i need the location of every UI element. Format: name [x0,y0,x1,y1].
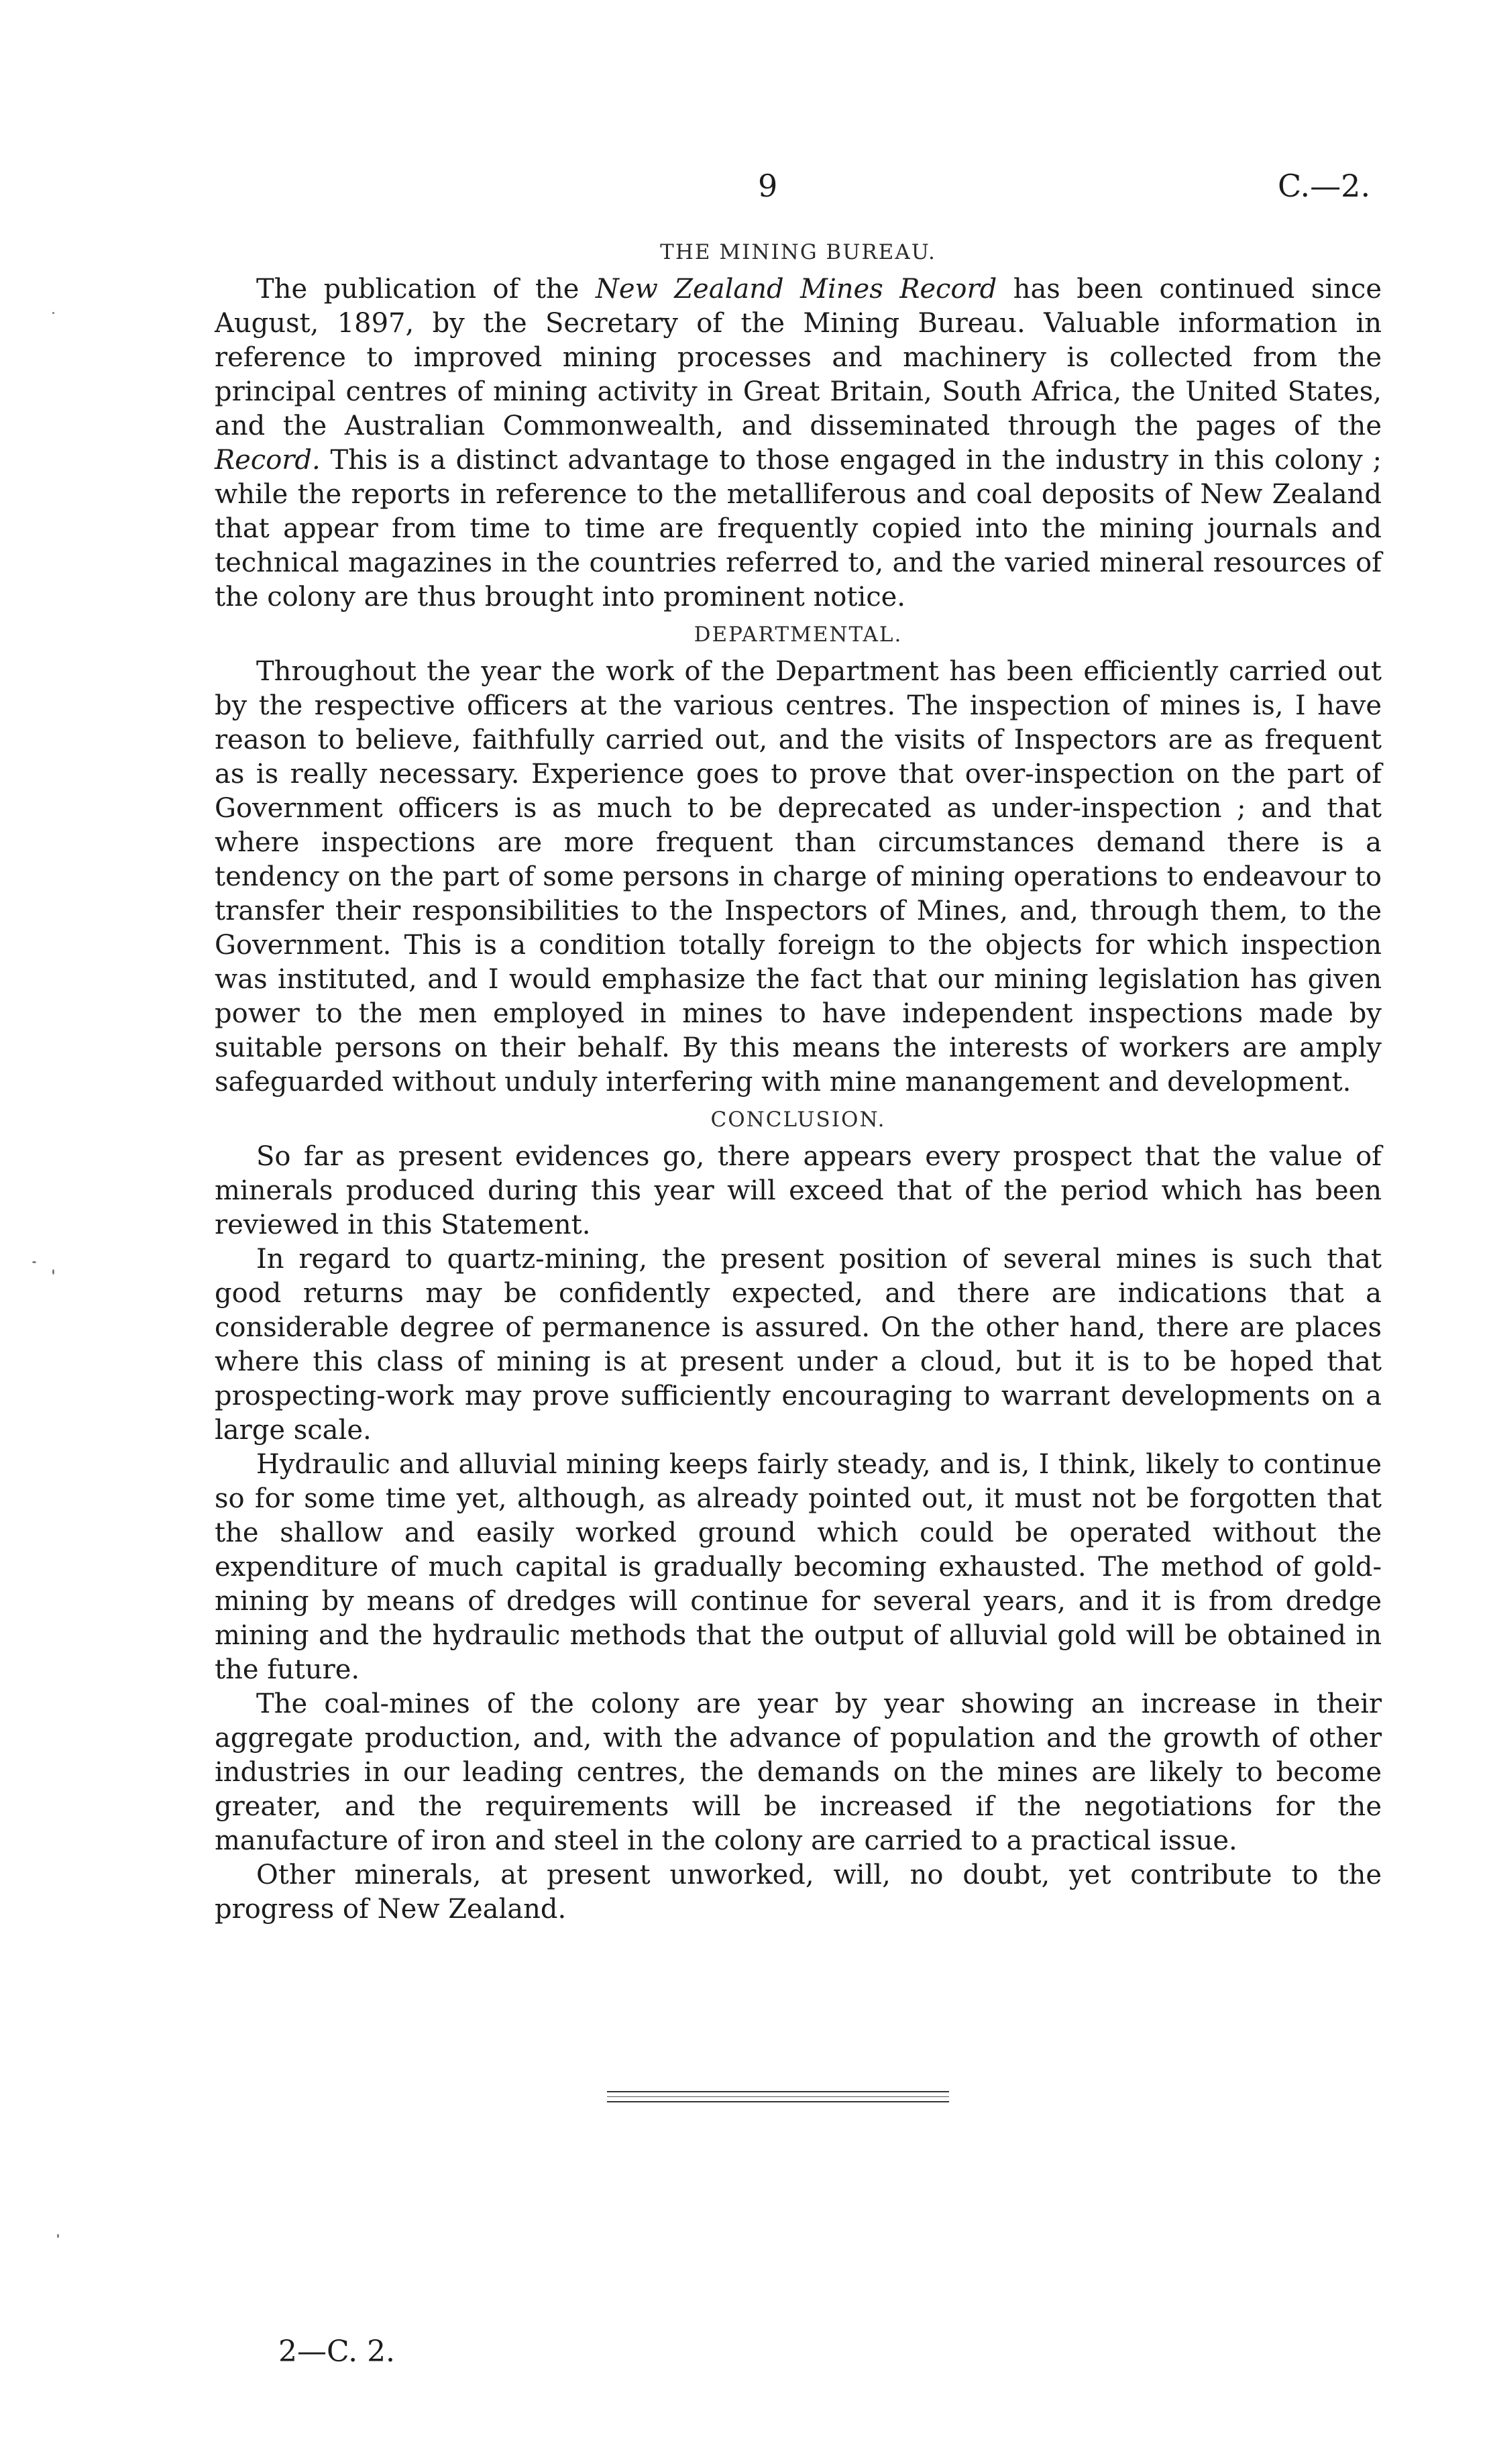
paragraph-conclusion-3: Hydraulic and alluvial mining keeps fairly steady, and is, I think, likely to continue so for some time yet, although, as already pointed out, it must not be forgotten that the shallow and easily worked ground which could be operated without the expenditure of much capital is gradually becoming exhausted. The method of gold-mining by means of dredges will continue for several years, and it is from dredge mining and the hydraulic methods that the output of alluvial gold will be obtained in the future. [215,1449,1382,1685]
paragraph-departmental: Throughout the year the work of the Department has been efficiently carried out by the respective officers at the various centres. The inspection of mines is, I have reason to believe, faithfully carried out, and the visits of Inspectors are as frequent as is really necessary. Experience goes to prove that over-inspection on the part of Government officers is as much to be deprecated as under-inspection ; and that where inspections are more frequent than circumstances demand there is a tendency on the part of some persons in charge of mining operations to endeavour to transfer their responsibilities to the Inspectors of Mines, and, through them, to the Government. This is a condition totally foreign to the objects for which inspection was instituted, and I would emphasize the fact that our mining legislation has given power to the men employed in mines to have independent inspections made by suitable persons on their behalf. By this means the interests of workers are amply safeguarded without unduly interfering with mine manangement and development. [215,656,1382,1097]
page-number: 9 [758,168,778,204]
section-departmental [215,619,1382,1100]
section-heading-mining-bureau: THE MINING BUREAU. [660,240,936,264]
closing-rule [607,2091,949,2106]
paragraph-text: This is a distinct advantage to those engaged in the industry in this colony ; while the reports in reference to the metalliferous and coal deposits of New Zealand that appear from time to time are frequently copied into the mining journals and technical magazines in the countries referred to, and the varied mineral resources of the colony are thus brought into prominent notice. [215,445,1382,612]
paragraph-conclusion-5: Other minerals, at present unworked, will, no doubt, yet contribute to the progress of New Zealand. [215,1860,1382,1925]
section-mining-bureau [215,236,1382,614]
section-heading-departmental: DEPARTMENTAL. [694,623,903,647]
italic-title: New Zealand Mines Record [595,274,997,305]
italic-title: Record. [215,445,321,476]
signature-mark: 2—C. 2. [278,2335,396,2369]
scan-speck [57,2234,59,2238]
scan-speck [52,1269,54,1275]
paragraph-conclusion-4: The coal-mines of the colony are year by year showing an increase in their aggregate production, and, with the advance of population and the growth of other industries in our leading centres, the demands on the mines are likely to become greater, and the requirements will be increased if the negotiations for the manufacture of iron and steel in the colony are carried to a practical issue. [215,1689,1382,1856]
rule-line [607,2091,949,2092]
paragraph-text: The publication of the [256,274,596,305]
paragraph-conclusion-2: In regard to quartz-mining, the present position of several mines is such that good returns may be confidently expected, and there are indications that a considerable degree of permanence is assured. On the other hand, there are places where this class of mining is at present under a cloud, but it is to be hoped that prospecting-work may prove sufficiently encouraging to warrant developments on a large scale. [215,1244,1382,1446]
paragraph-conclusion-1: So far as present evidences go, there appears every prospect that the value of minerals produced during this year will exceed that of the period which has been reviewed in this Statement. [215,1141,1382,1240]
paragraph-text: has been continued since August, 1897, by the Secretary of the Mining Bureau. Valuable information in reference to improved mining processes and machinery is collected from the principal centres of mining activity in Great Britain, South Africa, the United States, and the Australian Commonwealth, and disseminated through the pages of the [215,274,1382,441]
section-conclusion [215,1104,1382,1927]
rule-line [607,2096,949,2097]
paragraph-mining-bureau [215,272,1382,614]
section-heading-conclusion: CONCLUSION. [710,1108,886,1132]
scan-speck [52,312,54,314]
document-reference: C.—2. [1278,168,1371,204]
rule-line [607,2101,949,2102]
scan-speck [32,1261,36,1263]
document-body [215,236,1382,1931]
